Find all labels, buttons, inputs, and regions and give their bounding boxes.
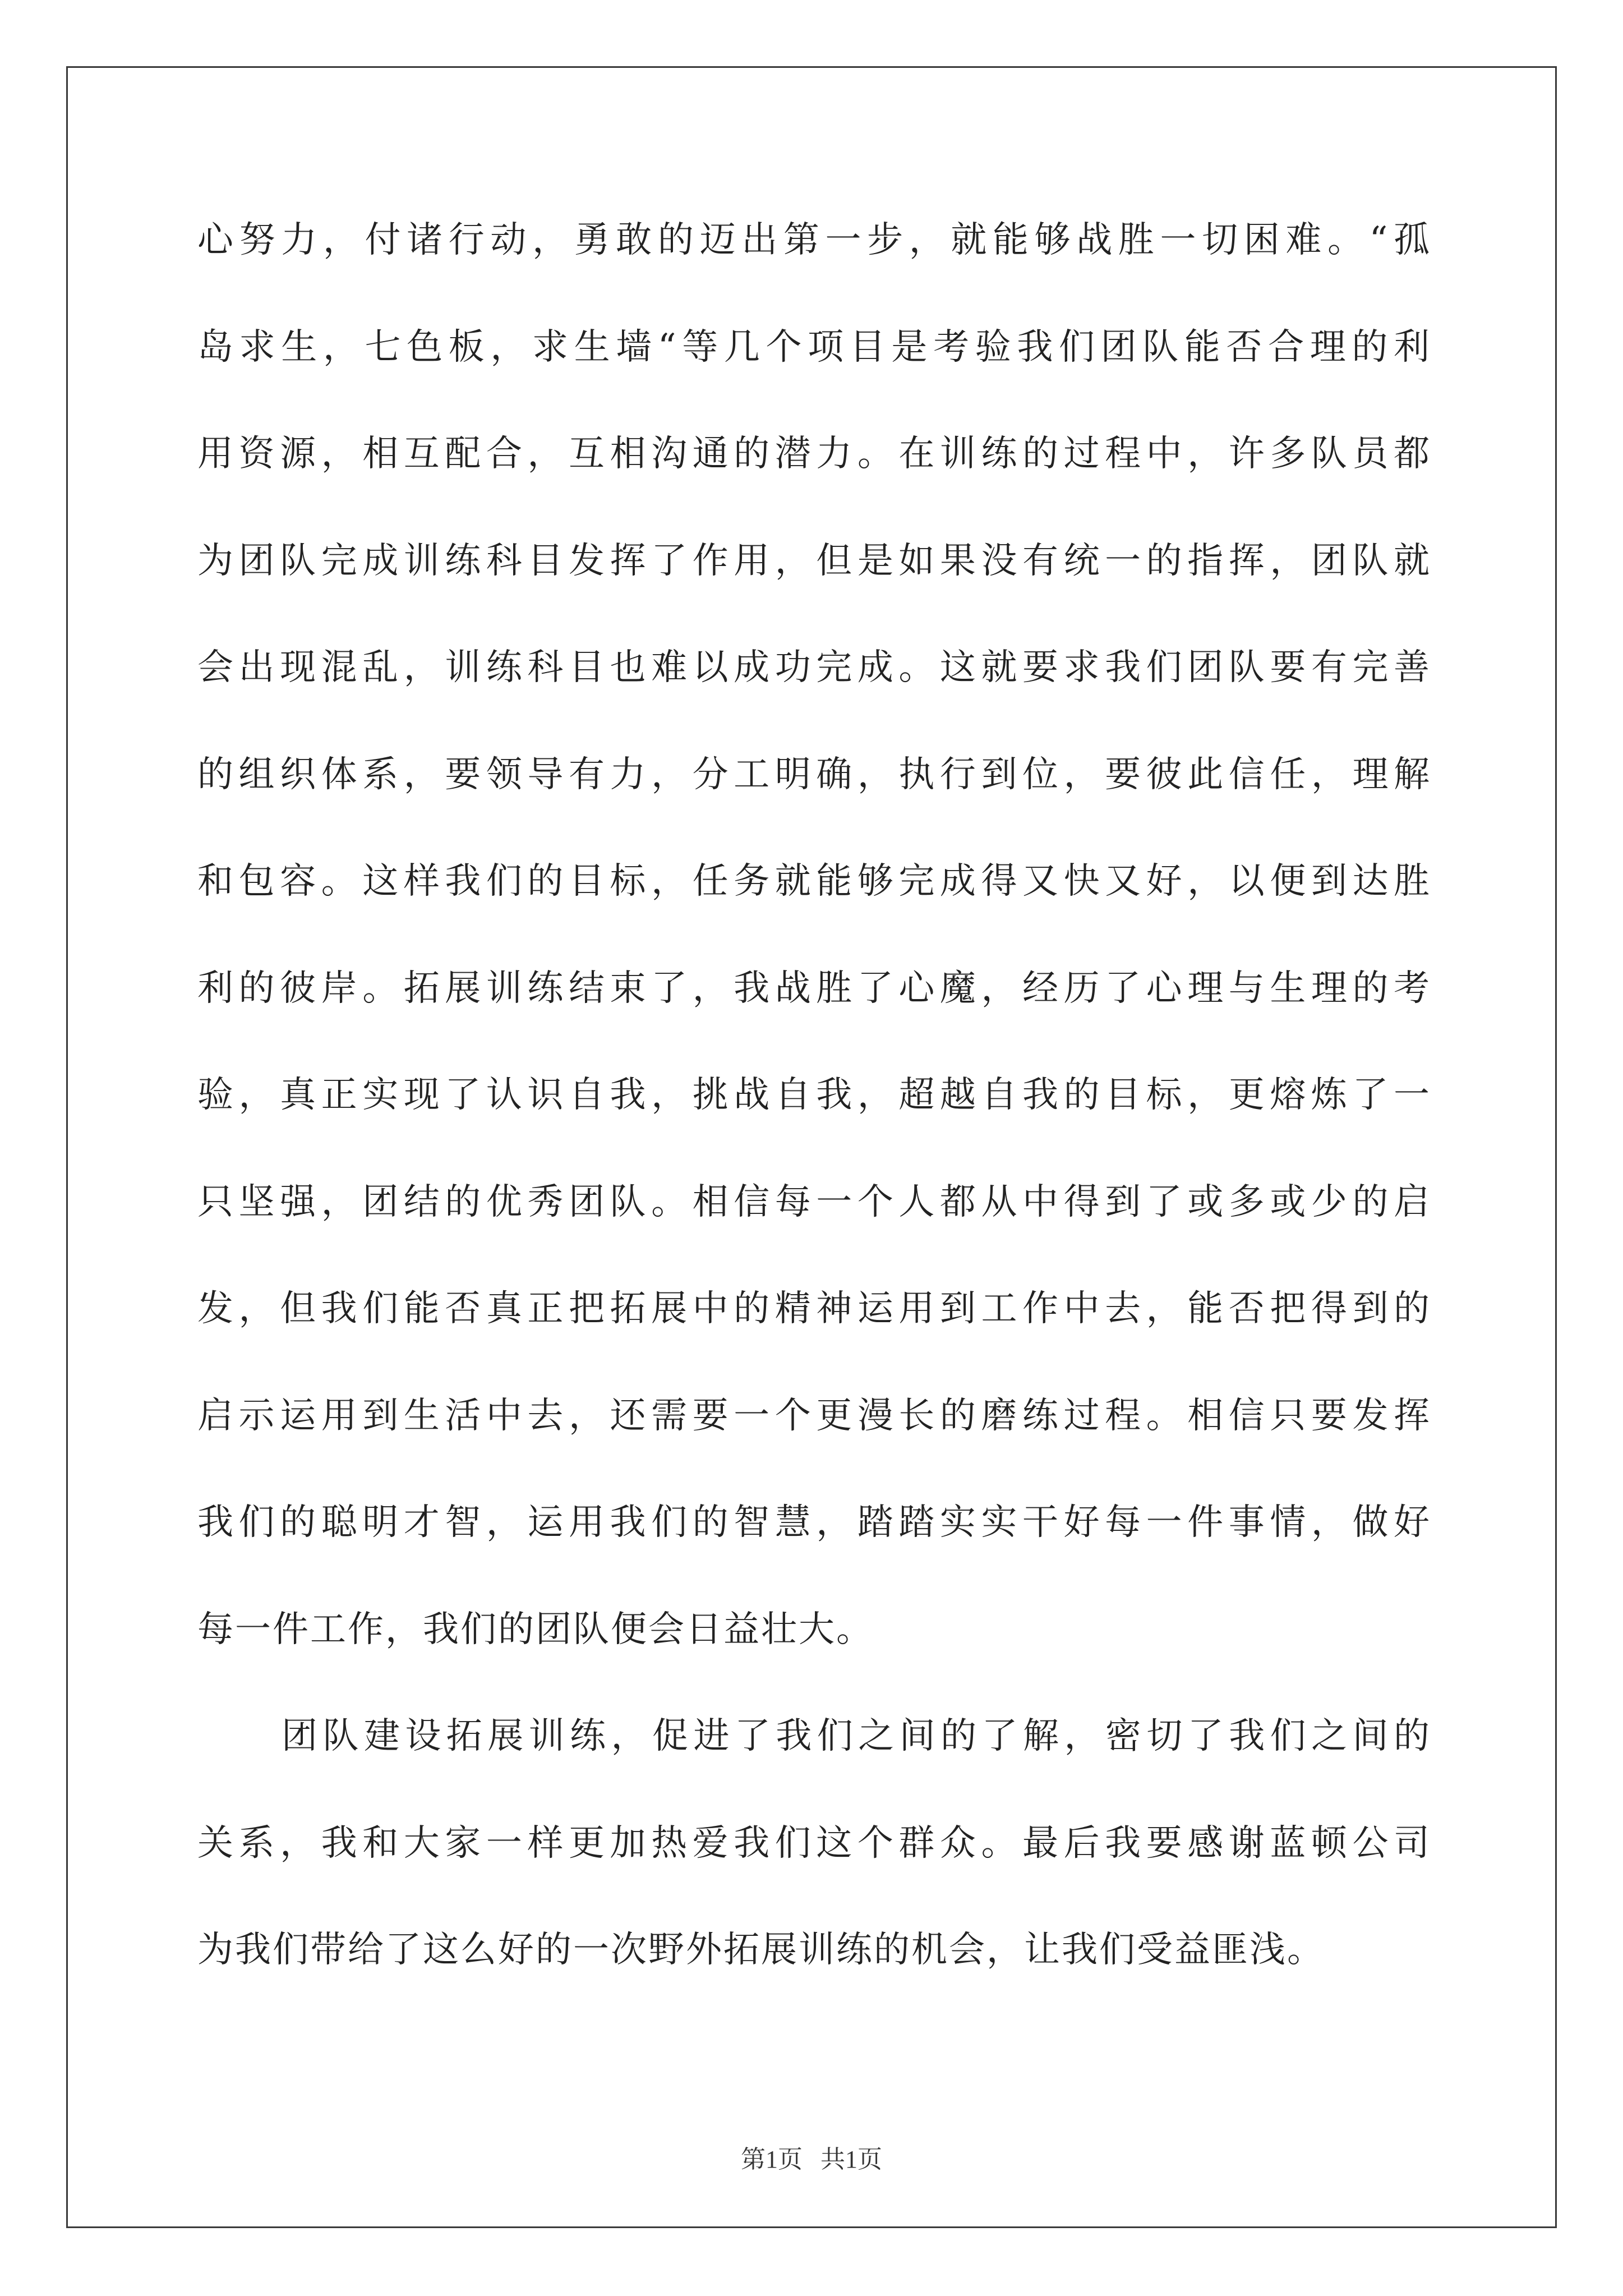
- paragraph-line: 用资源，相互配合，互相沟通的潜力。在训练的过程中，许多队员都: [197, 433, 1431, 475]
- paragraph-line: 会出现混乱，训练科目也难以成功完成。这就要求我们团队要有完善: [197, 647, 1431, 688]
- paragraph-line: 发，但我们能否真正把拓展中的精神运用到工作中去，能否把得到的: [197, 1288, 1431, 1329]
- paragraph-line: 岛求生，七色板，求生墙“等几个项目是考验我们团队能否合理的利: [197, 326, 1431, 368]
- paragraph-line: 为团队完成训练科目发挥了作用，但是如果没有统一的指挥，团队就: [197, 540, 1431, 582]
- paragraph-line: 团队建设拓展训练，促进了我们之间的了解，密切了我们之间的: [282, 1715, 1431, 1757]
- paragraph-line: 验，真正实现了认识自我，挑战自我，超越自我的目标，更熔炼了一: [197, 1074, 1431, 1116]
- paragraph-line: 我们的聪明才智，运用我们的智慧，踏踏实实干好每一件事情，做好: [197, 1502, 1431, 1543]
- paragraph-line: 每一件工作，我们的团队便会日益壮大。: [197, 1608, 874, 1650]
- page-number: 第1页: [741, 2146, 803, 2173]
- paragraph-line: 和包容。这样我们的目标，任务就能够完成得又快又好，以便到达胜: [197, 861, 1431, 902]
- document-body: [197, 213, 1431, 2030]
- paragraph-line: 的组织体系，要领导有力，分工明确，执行到位，要彼此信任，理解: [197, 753, 1431, 795]
- paragraph-line: 只坚强，团结的优秀团队。相信每一个人都从中得到了或多或少的启: [197, 1181, 1431, 1223]
- paragraph-line: 关系，我和大家一样更加热爱我们这个群众。最后我要感谢蓝顿公司: [197, 1822, 1431, 1864]
- paragraph-line: 心努力，付诸行动，勇敢的迈出第一步，就能够战胜一切困难。“孤: [197, 219, 1431, 261]
- paragraph-line: 启示运用到生活中去，还需要一个更漫长的磨练过程。相信只要发挥: [197, 1395, 1431, 1437]
- paragraph-line: 为我们带给了这么好的一次野外拓展训练的机会，让我们受益匪浅。: [197, 1929, 1325, 1971]
- page-footer: [0, 2143, 1623, 2177]
- page-total: 共1页: [820, 2146, 882, 2173]
- paragraph-line: 利的彼岸。拓展训练结束了，我战胜了心魔，经历了心理与生理的考: [197, 967, 1431, 1009]
